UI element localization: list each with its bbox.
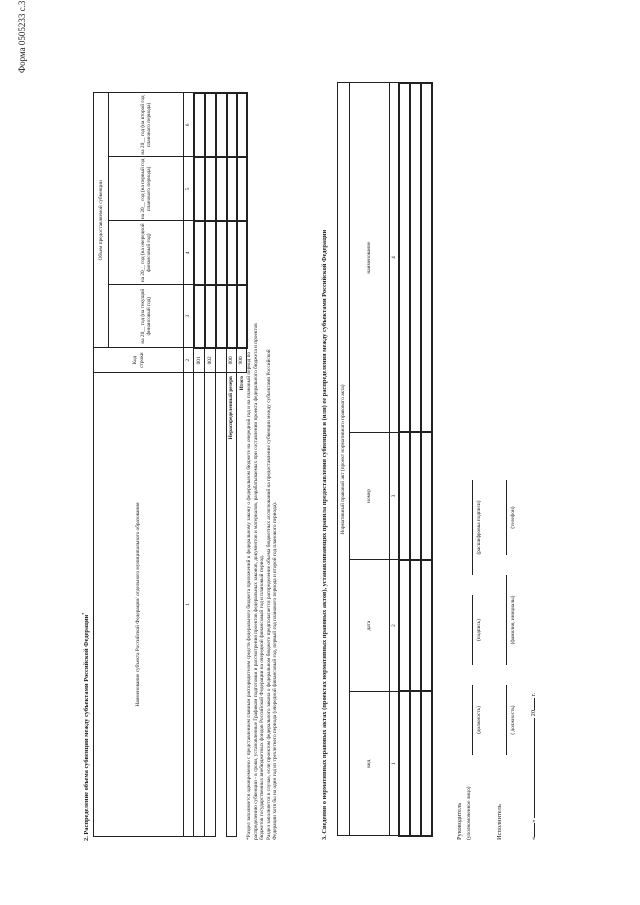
- header-number: номер: [350, 432, 390, 560]
- position-caption: (должность): [476, 706, 482, 734]
- executor-position-line: [506, 685, 507, 755]
- col-number: 4: [184, 221, 194, 285]
- table-row: [205, 93, 216, 837]
- row-code: 001: [194, 348, 205, 373]
- header-date: дата: [350, 560, 390, 692]
- row-name-reserve: Нераспределенный резерв: [227, 373, 237, 837]
- signature-caption: (подпись): [476, 619, 482, 641]
- table-row: [421, 83, 432, 836]
- section2-title: 2. Распределение объема субвенции между субъектами Российской Федерации*: [81, 612, 91, 841]
- row-name-total: Итого: [238, 376, 245, 391]
- table-row: [399, 83, 410, 836]
- phone-caption: (телефон): [510, 506, 516, 529]
- row-code: 900: [237, 348, 247, 373]
- table-row: [194, 93, 205, 837]
- header-title: наименование: [350, 83, 390, 432]
- date-line: «» 20 г.: [530, 692, 537, 840]
- section3-title: 3. Сведения о нормативных правовых актах (проектах нормативных правовых актов), устанавливающих правила предоставления субвенции и (или) ее распределения между субъектами Российской Федерации: [321, 229, 328, 840]
- header-year-2: на 20__ год (на очередной финансовый год): [109, 221, 184, 285]
- col-number: 4: [390, 83, 399, 432]
- name-caption: (фамилия, инициалы): [510, 595, 516, 645]
- position-line: [472, 685, 473, 755]
- row-code: 800: [227, 348, 237, 373]
- header-year-1: на 20__ год (на текущий финансовый год): [109, 285, 184, 348]
- col-number: 2: [184, 348, 194, 373]
- signature-line: [472, 595, 473, 665]
- table-row: [410, 83, 421, 836]
- executor-label: Исполнитель: [496, 804, 503, 840]
- section3-group-header: Нормативный правовой акт (проект нормативного правового акта): [338, 83, 350, 836]
- col-number: 3: [184, 285, 194, 348]
- header-code: Код строки: [94, 348, 184, 373]
- name-line: [506, 575, 507, 665]
- col-number: 6: [184, 93, 194, 157]
- header-volume: Объем предоставляемой субвенции: [94, 93, 109, 348]
- header-year-4: на 20__ год (на второй год планового периода): [109, 93, 184, 157]
- col-number: 2: [390, 560, 399, 692]
- col-number: 1: [390, 691, 399, 836]
- form-code: Форма 0505233 с.3: [17, 0, 27, 73]
- table-row: [227, 93, 237, 837]
- col-number: 3: [390, 432, 399, 560]
- section2-footnote: *Раздел заполняется одновременно с представлением главным распорядителем средств федерального бюджета приложений к федеральному закону о федеральном бюджете на очередной год и на плановый период по распределению субвенции - в сроки, установленные Графиком подготовки и рассмотрения проектов федеральных законов, документов и материалов, разрабатываемых при составлении проекта федерального бюджета и проектов бюджетов государственных внебюджетных фондов Российской Федерации на очередной финансовый год и плановый период. Раздел заполняется в случае, если проектом федерального закона о федеральном бюджете предполагается распределение объема бюджетных ассигнований на предоставление субвенции между субъектами Российской Федерации хотя бы на один год из трехлетнего периода (очередной финансовый год, первый год планового периода и второй год планового периода).: [246, 323, 279, 840]
- head-label: Руководитель: [456, 802, 463, 840]
- col-number: 5: [184, 157, 194, 221]
- header-type: вид: [350, 691, 390, 836]
- decoding-line: [472, 480, 473, 575]
- table-row: [237, 93, 247, 837]
- header-year-3: на 20__ год (на первый год планового периода): [109, 157, 184, 221]
- phone-line: [506, 480, 507, 555]
- row-code: 002: [205, 348, 216, 373]
- table-row: [216, 93, 227, 837]
- section2-table: [93, 92, 248, 837]
- decoding-caption: (расшифровка подписи): [476, 500, 482, 555]
- col-number: 1: [184, 373, 194, 837]
- header-name: Наименование субъекта Российской Федерации/ отдельного муниципального образования: [94, 373, 184, 837]
- executor-position-caption: ( должность): [510, 705, 516, 735]
- head-sub-caption: (уполномоченное лицо): [466, 786, 472, 840]
- section3-table: [337, 82, 433, 837]
